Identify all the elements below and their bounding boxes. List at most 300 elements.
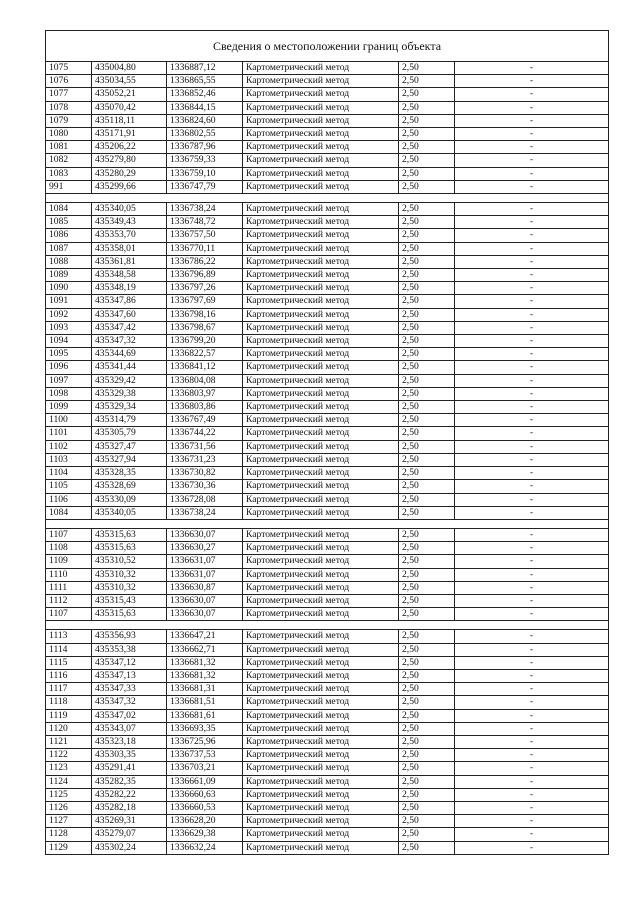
method-cell: Картометрический метод <box>243 180 399 193</box>
note-cell: - <box>455 828 609 841</box>
accuracy-cell: 2,50 <box>399 608 455 621</box>
y-coordinate-cell: 1336786,22 <box>167 255 243 268</box>
point-number-cell: 1079 <box>46 114 92 127</box>
table-row <box>46 427 609 440</box>
table-row <box>46 669 609 682</box>
y-coordinate-cell: 1336630,07 <box>167 608 243 621</box>
x-coordinate-cell: 435329,42 <box>92 374 167 387</box>
table-row <box>46 594 609 607</box>
accuracy-cell: 2,50 <box>399 154 455 167</box>
accuracy-cell: 2,50 <box>399 467 455 480</box>
table-row <box>46 815 609 828</box>
point-number-cell: 1076 <box>46 75 92 88</box>
method-cell: Картометрический метод <box>243 722 399 735</box>
method-cell: Картометрический метод <box>243 749 399 762</box>
note-cell: - <box>455 308 609 321</box>
method-cell: Картометрический метод <box>243 229 399 242</box>
boundary-table <box>45 30 609 855</box>
point-number-cell: 991 <box>46 180 92 193</box>
method-cell: Картометрический метод <box>243 709 399 722</box>
x-coordinate-cell: 435315,63 <box>92 608 167 621</box>
note-cell: - <box>455 75 609 88</box>
accuracy-cell: 2,50 <box>399 542 455 555</box>
x-coordinate-cell: 435347,13 <box>92 669 167 682</box>
point-number-cell: 1097 <box>46 374 92 387</box>
point-number-cell: 1092 <box>46 308 92 321</box>
y-coordinate-cell: 1336660,63 <box>167 788 243 801</box>
note-cell: - <box>455 128 609 141</box>
table-row <box>46 361 609 374</box>
method-cell: Картометрический метод <box>243 581 399 594</box>
point-number-cell: 1115 <box>46 656 92 669</box>
accuracy-cell: 2,50 <box>399 594 455 607</box>
accuracy-cell: 2,50 <box>399 453 455 466</box>
y-coordinate-cell: 1336731,23 <box>167 453 243 466</box>
block-separator-row <box>46 194 609 203</box>
y-coordinate-cell: 1336757,50 <box>167 229 243 242</box>
x-coordinate-cell: 435328,69 <box>92 480 167 493</box>
table-row <box>46 255 609 268</box>
x-coordinate-cell: 435329,38 <box>92 387 167 400</box>
note-cell: - <box>455 493 609 506</box>
note-cell: - <box>455 722 609 735</box>
table-row <box>46 467 609 480</box>
x-coordinate-cell: 435347,12 <box>92 656 167 669</box>
point-number-cell: 1102 <box>46 440 92 453</box>
y-coordinate-cell: 1336770,11 <box>167 242 243 255</box>
x-coordinate-cell: 435118,11 <box>92 114 167 127</box>
method-cell: Картометрический метод <box>243 630 399 643</box>
x-coordinate-cell: 435330,09 <box>92 493 167 506</box>
method-cell: Картометрический метод <box>243 762 399 775</box>
table-row <box>46 387 609 400</box>
point-number-cell: 1123 <box>46 762 92 775</box>
point-number-cell: 1127 <box>46 815 92 828</box>
y-coordinate-cell: 1336629,38 <box>167 828 243 841</box>
accuracy-cell: 2,50 <box>399 255 455 268</box>
y-coordinate-cell: 1336731,56 <box>167 440 243 453</box>
y-coordinate-cell: 1336631,07 <box>167 555 243 568</box>
method-cell: Картометрический метод <box>243 308 399 321</box>
table-row <box>46 308 609 321</box>
x-coordinate-cell: 435070,42 <box>92 101 167 114</box>
y-coordinate-cell: 1336748,72 <box>167 216 243 229</box>
table-row <box>46 269 609 282</box>
accuracy-cell: 2,50 <box>399 348 455 361</box>
point-number-cell: 1119 <box>46 709 92 722</box>
method-cell: Картометрический метод <box>243 242 399 255</box>
accuracy-cell: 2,50 <box>399 427 455 440</box>
x-coordinate-cell: 435034,55 <box>92 75 167 88</box>
separator-cell <box>46 621 609 630</box>
method-cell: Картометрический метод <box>243 480 399 493</box>
accuracy-cell: 2,50 <box>399 528 455 541</box>
point-number-cell: 1104 <box>46 467 92 480</box>
y-coordinate-cell: 1336798,67 <box>167 321 243 334</box>
y-coordinate-cell: 1336738,24 <box>167 203 243 216</box>
table-row <box>46 348 609 361</box>
note-cell: - <box>455 749 609 762</box>
note-cell: - <box>455 453 609 466</box>
note-cell: - <box>455 581 609 594</box>
method-cell: Картометрический метод <box>243 506 399 519</box>
point-number-cell: 1118 <box>46 696 92 709</box>
point-number-cell: 1109 <box>46 555 92 568</box>
method-cell: Картометрический метод <box>243 669 399 682</box>
y-coordinate-cell: 1336728,08 <box>167 493 243 506</box>
point-number-cell: 1091 <box>46 295 92 308</box>
point-number-cell: 1083 <box>46 167 92 180</box>
method-cell: Картометрический метод <box>243 255 399 268</box>
table-row <box>46 203 609 216</box>
y-coordinate-cell: 1336797,69 <box>167 295 243 308</box>
y-coordinate-cell: 1336632,24 <box>167 841 243 854</box>
point-number-cell: 1094 <box>46 335 92 348</box>
x-coordinate-cell: 435340,05 <box>92 203 167 216</box>
method-cell: Картометрический метод <box>243 555 399 568</box>
y-coordinate-cell: 1336759,33 <box>167 154 243 167</box>
method-cell: Картометрический метод <box>243 643 399 656</box>
note-cell: - <box>455 683 609 696</box>
x-coordinate-cell: 435347,86 <box>92 295 167 308</box>
x-coordinate-cell: 435347,32 <box>92 696 167 709</box>
y-coordinate-cell: 1336703,21 <box>167 762 243 775</box>
point-number-cell: 1080 <box>46 128 92 141</box>
accuracy-cell: 2,50 <box>399 643 455 656</box>
table-row <box>46 542 609 555</box>
method-cell: Картометрический метод <box>243 128 399 141</box>
x-coordinate-cell: 435347,60 <box>92 308 167 321</box>
y-coordinate-cell: 1336681,31 <box>167 683 243 696</box>
y-coordinate-cell: 1336787,96 <box>167 141 243 154</box>
note-cell: - <box>455 101 609 114</box>
method-cell: Картометрический метод <box>243 788 399 801</box>
method-cell: Картометрический метод <box>243 348 399 361</box>
method-cell: Картометрический метод <box>243 414 399 427</box>
method-cell: Картометрический метод <box>243 467 399 480</box>
note-cell: - <box>455 269 609 282</box>
x-coordinate-cell: 435353,38 <box>92 643 167 656</box>
accuracy-cell: 2,50 <box>399 180 455 193</box>
title-row <box>46 31 609 62</box>
table-row <box>46 801 609 814</box>
point-number-cell: 1121 <box>46 735 92 748</box>
point-number-cell: 1090 <box>46 282 92 295</box>
table-row <box>46 114 609 127</box>
note-cell: - <box>455 167 609 180</box>
accuracy-cell: 2,50 <box>399 828 455 841</box>
method-cell: Картометрический метод <box>243 203 399 216</box>
table-row <box>46 154 609 167</box>
table-row <box>46 480 609 493</box>
accuracy-cell: 2,50 <box>399 141 455 154</box>
y-coordinate-cell: 1336660,53 <box>167 801 243 814</box>
x-coordinate-cell: 435279,07 <box>92 828 167 841</box>
point-number-cell: 1116 <box>46 669 92 682</box>
accuracy-cell: 2,50 <box>399 321 455 334</box>
table-row <box>46 88 609 101</box>
x-coordinate-cell: 435310,32 <box>92 568 167 581</box>
note-cell: - <box>455 229 609 242</box>
accuracy-cell: 2,50 <box>399 801 455 814</box>
table-row <box>46 101 609 114</box>
accuracy-cell: 2,50 <box>399 440 455 453</box>
x-coordinate-cell: 435206,22 <box>92 141 167 154</box>
accuracy-cell: 2,50 <box>399 401 455 414</box>
note-cell: - <box>455 114 609 127</box>
point-number-cell: 1129 <box>46 841 92 854</box>
method-cell: Картометрический метод <box>243 141 399 154</box>
x-coordinate-cell: 435328,35 <box>92 467 167 480</box>
note-cell: - <box>455 594 609 607</box>
accuracy-cell: 2,50 <box>399 269 455 282</box>
x-coordinate-cell: 435329,34 <box>92 401 167 414</box>
x-coordinate-cell: 435315,63 <box>92 542 167 555</box>
x-coordinate-cell: 435323,18 <box>92 735 167 748</box>
method-cell: Картометрический метод <box>243 815 399 828</box>
y-coordinate-cell: 1336630,27 <box>167 542 243 555</box>
accuracy-cell: 2,50 <box>399 581 455 594</box>
separator-cell <box>46 519 609 528</box>
x-coordinate-cell: 435310,52 <box>92 555 167 568</box>
x-coordinate-cell: 435310,32 <box>92 581 167 594</box>
y-coordinate-cell: 1336822,57 <box>167 348 243 361</box>
x-coordinate-cell: 435269,31 <box>92 815 167 828</box>
point-number-cell: 1112 <box>46 594 92 607</box>
accuracy-cell: 2,50 <box>399 374 455 387</box>
note-cell: - <box>455 735 609 748</box>
block-separator-row <box>46 519 609 528</box>
table-title: Сведения о местоположении границ объекта <box>46 31 609 62</box>
accuracy-cell: 2,50 <box>399 216 455 229</box>
note-cell: - <box>455 88 609 101</box>
note-cell: - <box>455 242 609 255</box>
note-cell: - <box>455 255 609 268</box>
accuracy-cell: 2,50 <box>399 683 455 696</box>
note-cell: - <box>455 643 609 656</box>
method-cell: Картометрический метод <box>243 841 399 854</box>
method-cell: Картометрический метод <box>243 775 399 788</box>
table-row <box>46 374 609 387</box>
note-cell: - <box>455 216 609 229</box>
point-number-cell: 1126 <box>46 801 92 814</box>
note-cell: - <box>455 815 609 828</box>
y-coordinate-cell: 1336824,60 <box>167 114 243 127</box>
table-row <box>46 788 609 801</box>
point-number-cell: 1101 <box>46 427 92 440</box>
point-number-cell: 1075 <box>46 62 92 75</box>
x-coordinate-cell: 435305,79 <box>92 427 167 440</box>
y-coordinate-cell: 1336759,10 <box>167 167 243 180</box>
accuracy-cell: 2,50 <box>399 493 455 506</box>
x-coordinate-cell: 435299,66 <box>92 180 167 193</box>
point-number-cell: 1106 <box>46 493 92 506</box>
y-coordinate-cell: 1336852,46 <box>167 88 243 101</box>
method-cell: Картометрический метод <box>243 269 399 282</box>
method-cell: Картометрический метод <box>243 568 399 581</box>
table-row <box>46 180 609 193</box>
note-cell: - <box>455 775 609 788</box>
x-coordinate-cell: 435347,02 <box>92 709 167 722</box>
table-row <box>46 75 609 88</box>
table-row <box>46 775 609 788</box>
y-coordinate-cell: 1336799,20 <box>167 335 243 348</box>
method-cell: Картометрический метод <box>243 427 399 440</box>
point-number-cell: 1088 <box>46 255 92 268</box>
table-row <box>46 762 609 775</box>
accuracy-cell: 2,50 <box>399 775 455 788</box>
accuracy-cell: 2,50 <box>399 656 455 669</box>
y-coordinate-cell: 1336693,35 <box>167 722 243 735</box>
table-row <box>46 630 609 643</box>
method-cell: Картометрический метод <box>243 295 399 308</box>
x-coordinate-cell: 435348,19 <box>92 282 167 295</box>
table-row <box>46 282 609 295</box>
point-number-cell: 1124 <box>46 775 92 788</box>
point-number-cell: 1128 <box>46 828 92 841</box>
y-coordinate-cell: 1336725,96 <box>167 735 243 748</box>
note-cell: - <box>455 321 609 334</box>
point-number-cell: 1114 <box>46 643 92 656</box>
point-number-cell: 1081 <box>46 141 92 154</box>
method-cell: Картометрический метод <box>243 656 399 669</box>
note-cell: - <box>455 203 609 216</box>
note-cell: - <box>455 401 609 414</box>
x-coordinate-cell: 435327,94 <box>92 453 167 466</box>
accuracy-cell: 2,50 <box>399 335 455 348</box>
note-cell: - <box>455 141 609 154</box>
table-row <box>46 216 609 229</box>
x-coordinate-cell: 435353,70 <box>92 229 167 242</box>
accuracy-cell: 2,50 <box>399 630 455 643</box>
y-coordinate-cell: 1336747,79 <box>167 180 243 193</box>
point-number-cell: 1113 <box>46 630 92 643</box>
y-coordinate-cell: 1336804,08 <box>167 374 243 387</box>
x-coordinate-cell: 435361,81 <box>92 255 167 268</box>
point-number-cell: 1111 <box>46 581 92 594</box>
point-number-cell: 1084 <box>46 506 92 519</box>
table-row <box>46 414 609 427</box>
point-number-cell: 1107 <box>46 528 92 541</box>
note-cell: - <box>455 568 609 581</box>
point-number-cell: 1082 <box>46 154 92 167</box>
x-coordinate-cell: 435052,21 <box>92 88 167 101</box>
point-number-cell: 1120 <box>46 722 92 735</box>
note-cell: - <box>455 374 609 387</box>
method-cell: Картометрический метод <box>243 453 399 466</box>
x-coordinate-cell: 435340,05 <box>92 506 167 519</box>
table-row <box>46 141 609 154</box>
note-cell: - <box>455 506 609 519</box>
x-coordinate-cell: 435358,01 <box>92 242 167 255</box>
method-cell: Картометрический метод <box>243 608 399 621</box>
note-cell: - <box>455 414 609 427</box>
accuracy-cell: 2,50 <box>399 669 455 682</box>
table-row <box>46 683 609 696</box>
x-coordinate-cell: 435341,44 <box>92 361 167 374</box>
method-cell: Картометрический метод <box>243 374 399 387</box>
point-number-cell: 1105 <box>46 480 92 493</box>
y-coordinate-cell: 1336796,89 <box>167 269 243 282</box>
y-coordinate-cell: 1336798,16 <box>167 308 243 321</box>
y-coordinate-cell: 1336802,55 <box>167 128 243 141</box>
y-coordinate-cell: 1336647,21 <box>167 630 243 643</box>
y-coordinate-cell: 1336630,07 <box>167 594 243 607</box>
note-cell: - <box>455 467 609 480</box>
method-cell: Картометрический метод <box>243 735 399 748</box>
y-coordinate-cell: 1336681,51 <box>167 696 243 709</box>
method-cell: Картометрический метод <box>243 101 399 114</box>
point-number-cell: 1103 <box>46 453 92 466</box>
method-cell: Картометрический метод <box>243 683 399 696</box>
note-cell: - <box>455 542 609 555</box>
method-cell: Картометрический метод <box>243 216 399 229</box>
table-row <box>46 568 609 581</box>
note-cell: - <box>455 801 609 814</box>
note-cell: - <box>455 555 609 568</box>
coordinates-document <box>45 30 608 855</box>
note-cell: - <box>455 669 609 682</box>
table-row <box>46 608 609 621</box>
point-number-cell: 1077 <box>46 88 92 101</box>
y-coordinate-cell: 1336744,22 <box>167 427 243 440</box>
accuracy-cell: 2,50 <box>399 361 455 374</box>
note-cell: - <box>455 335 609 348</box>
accuracy-cell: 2,50 <box>399 506 455 519</box>
y-coordinate-cell: 1336803,86 <box>167 401 243 414</box>
table-row <box>46 555 609 568</box>
method-cell: Картометрический метод <box>243 493 399 506</box>
x-coordinate-cell: 435347,33 <box>92 683 167 696</box>
y-coordinate-cell: 1336841,12 <box>167 361 243 374</box>
table-row <box>46 506 609 519</box>
point-number-cell: 1098 <box>46 387 92 400</box>
note-cell: - <box>455 696 609 709</box>
note-cell: - <box>455 295 609 308</box>
note-cell: - <box>455 427 609 440</box>
y-coordinate-cell: 1336738,24 <box>167 506 243 519</box>
accuracy-cell: 2,50 <box>399 735 455 748</box>
method-cell: Картометрический метод <box>243 361 399 374</box>
y-coordinate-cell: 1336681,61 <box>167 709 243 722</box>
y-coordinate-cell: 1336661,09 <box>167 775 243 788</box>
point-number-cell: 1096 <box>46 361 92 374</box>
x-coordinate-cell: 435348,58 <box>92 269 167 282</box>
point-number-cell: 1100 <box>46 414 92 427</box>
method-cell: Картометрический метод <box>243 75 399 88</box>
x-coordinate-cell: 435347,42 <box>92 321 167 334</box>
y-coordinate-cell: 1336865,55 <box>167 75 243 88</box>
block-separator-row <box>46 621 609 630</box>
table-row <box>46 643 609 656</box>
point-number-cell: 1117 <box>46 683 92 696</box>
note-cell: - <box>455 788 609 801</box>
accuracy-cell: 2,50 <box>399 75 455 88</box>
method-cell: Картометрический метод <box>243 62 399 75</box>
accuracy-cell: 2,50 <box>399 749 455 762</box>
table-row <box>46 453 609 466</box>
method-cell: Картометрический метод <box>243 696 399 709</box>
method-cell: Картометрический метод <box>243 828 399 841</box>
accuracy-cell: 2,50 <box>399 762 455 775</box>
x-coordinate-cell: 435279,80 <box>92 154 167 167</box>
accuracy-cell: 2,50 <box>399 709 455 722</box>
x-coordinate-cell: 435282,35 <box>92 775 167 788</box>
accuracy-cell: 2,50 <box>399 282 455 295</box>
method-cell: Картометрический метод <box>243 88 399 101</box>
accuracy-cell: 2,50 <box>399 815 455 828</box>
x-coordinate-cell: 435004,80 <box>92 62 167 75</box>
